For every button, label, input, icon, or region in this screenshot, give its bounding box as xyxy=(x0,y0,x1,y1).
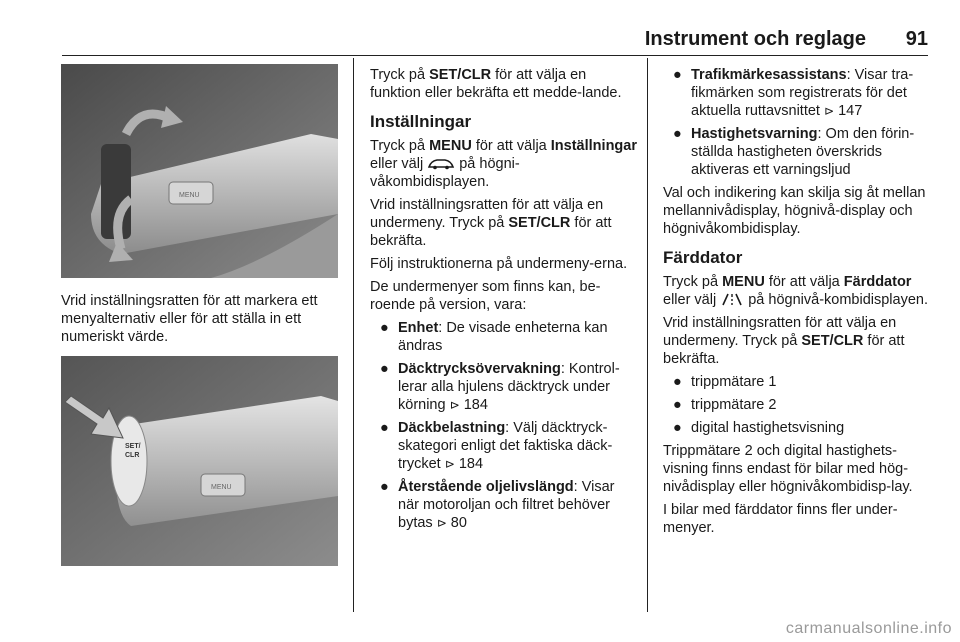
paragraph-submenu: Vrid inställningsratten för att välja en undermeny. Tryck på SET/CLR för att bekräfta. xyxy=(370,197,612,249)
list-item: ● Däcktrycksövervakning: Kontrol-lerar alla hjulens däcktryck under körning ⊳ 184 xyxy=(380,361,620,413)
figure-caption: Vrid inställningsratten för att markera ett menyalternativ eller för att ställa in ett numeriskt värde. xyxy=(61,293,318,345)
paragraph-more-submenus: I bilar med färddator finns fler under-menyer. xyxy=(663,502,898,536)
list-item: ● trippmätare 2 xyxy=(673,397,777,413)
stalk-press-illustration xyxy=(61,356,338,566)
page-ref-arrow-icon: ⊳ xyxy=(444,457,455,471)
paragraph-menu-tripcomputer: Tryck på MENU för att välja Färddator eller välj på högnivå-kombidisplayen. xyxy=(663,274,928,308)
trip-road-icon xyxy=(720,293,744,306)
list-item: ● trippmätare 1 xyxy=(673,374,777,390)
page-ref[interactable]: 184 xyxy=(458,456,484,472)
menu-button-label-2: MENU xyxy=(211,484,232,491)
paragraph-display-variants: Val och indikering kan skilja sig åt mellan mellannivådisplay, högnivå-display och högnivåkombidisplay. xyxy=(663,185,926,237)
heading-farddator: Färddator xyxy=(663,248,743,267)
paragraph-menu-settings: Tryck på MENU för att välja Inställningar eller välj på högni-våkombidisplayen. xyxy=(370,138,637,190)
list-item: ● Hastighetsvarning: Om den förin-ställda hastigheten överskrids aktiveras ett varningsljud xyxy=(673,126,915,178)
page-ref[interactable]: 80 xyxy=(450,515,467,531)
menu-button-label-1: MENU xyxy=(179,192,200,199)
list-item: ● Trafikmärkesassistans: Visar tra-fikmärken som registrerats för det aktuella ruttavsnittet ⊳ 147 xyxy=(673,67,914,119)
page-ref[interactable]: 147 xyxy=(838,103,863,119)
page-number: 91 xyxy=(905,28,928,50)
watermark: carmanualsonline.info xyxy=(785,620,952,637)
right-column xyxy=(663,66,931,542)
middle-column xyxy=(370,66,638,537)
stalk-rotate-photo xyxy=(61,64,338,278)
page-title: Instrument och reglage xyxy=(644,28,866,50)
stalk-rotate-illustration xyxy=(61,64,338,278)
paragraph-follow: Följ instruktionerna på undermeny-erna. xyxy=(370,256,628,272)
page-ref-arrow-icon: ⊳ xyxy=(824,104,835,118)
page-header xyxy=(62,22,928,56)
column-divider-1 xyxy=(353,58,354,612)
header-rule xyxy=(62,55,928,56)
page-ref-arrow-icon: ⊳ xyxy=(436,516,447,530)
paragraph-submenu: Vrid inställningsratten för att välja en undermeny. Tryck på SET/CLR för att bekräfta. xyxy=(663,315,905,367)
list-item: ● digital hastighetsvisning xyxy=(673,420,845,436)
list-item: ● Enhet: De visade enheterna kan ändras xyxy=(380,320,608,354)
paragraph-submenus-available: De undermenyer som finns kan, be-roende på version, vara: xyxy=(370,279,601,313)
svg-text:CLR: CLR xyxy=(125,452,140,459)
page-ref-arrow-icon: ⊳ xyxy=(449,398,460,412)
svg-text:SET/: SET/ xyxy=(125,443,141,450)
paragraph-set-clr: Tryck på SET/CLR för att välja en funktion eller bekräfta ett medde-lande. xyxy=(370,67,622,101)
column-divider-2 xyxy=(647,58,648,612)
stalk-press-photo xyxy=(61,356,338,566)
page-ref[interactable]: 184 xyxy=(463,397,488,413)
paragraph-trip2-availability: Trippmätare 2 och digital hastighets-visning finns endast för bilar med hög-nivådisplay eller högnivåkombidisp-lay. xyxy=(663,443,913,495)
car-settings-icon xyxy=(427,158,455,170)
list-item: ● Återstående oljelivslängd: Visar när motoroljan och filtret behöver bytas ⊳ 80 xyxy=(380,479,615,531)
heading-installningar: Inställningar xyxy=(370,112,472,131)
list-item: ● Däckbelastning: Välj däcktryck-skategori enligt det faktiska däck-trycket ⊳ 184 xyxy=(380,420,613,472)
